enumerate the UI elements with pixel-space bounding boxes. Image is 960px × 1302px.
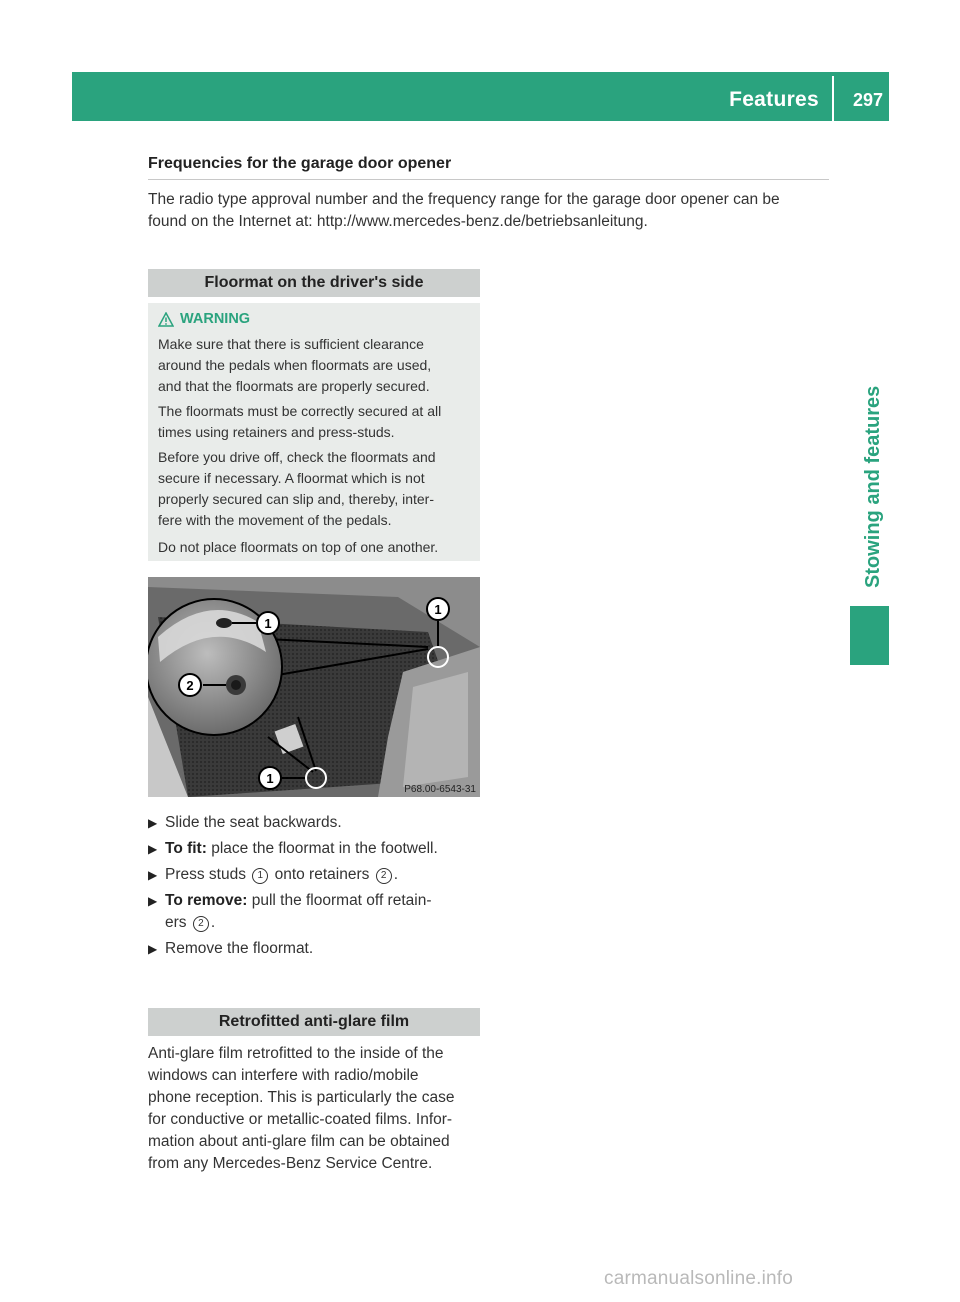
- header-divider: [832, 76, 834, 121]
- step-text: .: [393, 866, 398, 883]
- warning-heading: [158, 311, 250, 327]
- warning-line: Before you drive off, check the floormats and: [158, 449, 436, 465]
- watermark: carmanualsonline.info: [604, 1268, 794, 1289]
- step-label: To fit:: [165, 840, 207, 857]
- warning-line: times using retainers and press-studs.: [158, 424, 395, 440]
- floormat-illustration: [148, 577, 480, 797]
- step-arrow-icon: ▶: [148, 942, 158, 956]
- section-title-anti-glare: Retrofitted anti-glare film: [148, 1008, 480, 1036]
- warning-title: WARNING: [180, 311, 251, 327]
- warning-paragraph-2: [158, 401, 476, 443]
- warning-line: The floormats must be correctly secured at all: [158, 403, 442, 419]
- callout-1-right: [427, 598, 449, 620]
- step-text: pull the floormat off retain-: [247, 892, 432, 909]
- paragraph-line: for conductive or metallic-coated films. Infor-: [148, 1111, 453, 1128]
- step-label: To remove:: [165, 892, 248, 909]
- callout-ref-2: 2: [376, 868, 392, 884]
- warning-paragraph-3: [158, 447, 476, 531]
- callout-2: [179, 674, 201, 696]
- step-arrow-icon: ▶: [148, 894, 158, 908]
- callout-ref-1: 1: [252, 868, 268, 884]
- warning-line: properly secured can slip and, thereby, inter-: [158, 491, 434, 507]
- anti-glare-paragraph: [148, 1043, 483, 1175]
- paragraph-line: from any Mercedes-Benz Service Centre.: [148, 1155, 433, 1172]
- page-number: 297: [852, 90, 883, 110]
- warning-line: secure if necessary. A floormat which is not: [158, 470, 425, 486]
- paragraph-line: found on the Internet at: http://www.mercedes-benz.de/betriebsanleitung.: [148, 213, 648, 230]
- step-arrow-icon: ▶: [148, 842, 158, 856]
- garage-door-paragraph: [148, 189, 838, 233]
- figure-code: P68.00-6543-31: [404, 784, 476, 795]
- svg-text:1: 1: [266, 771, 274, 786]
- step-1: [148, 812, 483, 834]
- section-title-floormat: Floormat on the driver's side: [148, 269, 480, 297]
- warning-box: [148, 303, 480, 561]
- header-title: Features: [729, 88, 819, 111]
- warning-line: and that the floormats are properly secured.: [158, 378, 430, 394]
- instruction-steps: [148, 812, 483, 964]
- paragraph-line: phone reception. This is particularly the case: [148, 1089, 455, 1106]
- side-tab: [850, 300, 889, 600]
- warning-paragraph-1: [158, 334, 476, 397]
- callout-ref-2: 2: [193, 916, 209, 932]
- step-3: [148, 864, 483, 886]
- side-tab-marker: [850, 606, 889, 665]
- callout-1-top: [257, 612, 279, 634]
- floormat-photo: [148, 577, 480, 797]
- warning-line: Do not place floormats on top of one another.: [158, 539, 439, 555]
- step-5: [148, 938, 483, 960]
- warning-triangle-icon: [158, 312, 174, 327]
- step-text: .: [210, 914, 216, 931]
- paragraph-line: Anti-glare film retrofitted to the inside of the: [148, 1045, 444, 1062]
- step-text: Slide the seat backwards.: [165, 814, 342, 831]
- step-arrow-icon: ▶: [148, 816, 158, 830]
- warning-line: fere with the movement of the pedals.: [158, 512, 392, 528]
- step-4: [148, 890, 483, 934]
- section-title-garage-door: Frequencies for the garage door opener: [148, 155, 829, 180]
- step-2: [148, 838, 483, 860]
- paragraph-line: windows can interfere with radio/mobile: [148, 1067, 419, 1084]
- step-text: Press studs: [165, 866, 251, 883]
- step-text: onto retainers: [270, 866, 374, 883]
- header-bar: [72, 72, 889, 121]
- paragraph-line: The radio type approval number and the frequency range for the garage door opener can be: [148, 191, 780, 208]
- warning-paragraph-4: [158, 537, 476, 558]
- paragraph-line: mation about anti-glare film can be obtained: [148, 1133, 450, 1150]
- step-arrow-icon: ▶: [148, 868, 158, 882]
- step-text: Remove the floormat.: [165, 940, 314, 957]
- warning-line: around the pedals when floormats are used,: [158, 357, 432, 373]
- callout-1-bottom: [259, 767, 281, 789]
- warning-line: Make sure that there is sufficient clearance: [158, 336, 424, 352]
- side-tab-label: Stowing and features: [862, 385, 884, 588]
- step-text: ers: [165, 914, 191, 931]
- step-text: place the floormat in the footwell.: [206, 840, 438, 857]
- svg-text:1: 1: [434, 602, 442, 617]
- svg-text:2: 2: [186, 678, 194, 693]
- svg-text:1: 1: [264, 616, 272, 631]
